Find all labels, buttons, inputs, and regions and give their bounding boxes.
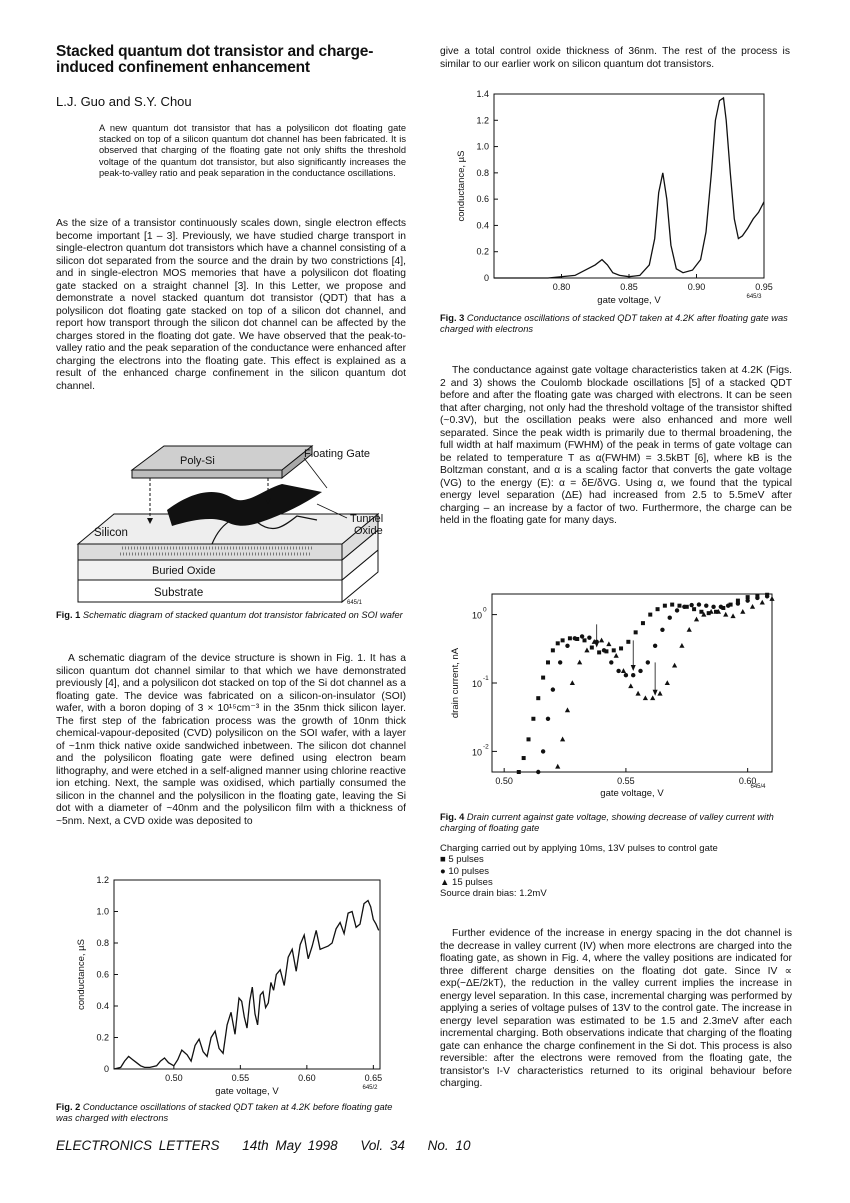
right-top-container: [440, 46, 790, 71]
fig4-point-circle: [551, 687, 555, 691]
intro-paragraph-container: [56, 218, 406, 393]
fig1-caption-text: Schematic diagram of stacked quantum dot transistor fabricated on SOI wafer: [82, 610, 403, 620]
fig2-ylabel: conductance, µS: [76, 939, 87, 1010]
fig1-caption: [56, 610, 406, 621]
fig4-point-circle: [653, 644, 657, 648]
fig4-point-square: [677, 604, 681, 608]
fig4-frame: [492, 594, 772, 772]
paper-title: Stacked quantum dot transistor and charge-induced confinement enhancement: [56, 43, 374, 76]
fig4-point-square: [583, 638, 587, 642]
fig4-point-circle: [765, 594, 769, 598]
fig4-point-circle: [546, 717, 550, 721]
fig2-xlabel: gate voltage, V: [215, 1086, 279, 1097]
fig4-point-triangle: [577, 660, 582, 665]
fig3-ytick-label: 0: [483, 273, 489, 283]
evidence-paragraph: Further evidence of the increase in energy spacing in the dot channel is the decrease in valley current (IV) when more electrons are charged into the floating gate, as shown in Fig. 4, where the valley positions are indicated for three different charge densities on the floating dot gate. Since IV ∝ exp(−ΔE/2kT), the reduction in the valley current implies the increase in energy level separation. In this case, incremental charging was performed by applying a series of voltage pulses of 13V to the control gate. The increase in energy level separation was estimated to be 1.5 and 2.3meV after each incremental charging. Both observations indicate that charging of the floating gate can enhance the charge confinement in the Si dot. This process is also reversible: after the electrons were removed from the floating gate, the transistor's I-V characteristics returned to its original behaviour before charging.: [440, 928, 792, 1089]
fig2-ytick-label: 1.0: [96, 906, 109, 917]
fig4-point-triangle: [606, 641, 611, 646]
fig4-point-square: [699, 610, 703, 614]
fig2-frame: [114, 880, 380, 1069]
buried-oxide-label: Buried Oxide: [152, 565, 216, 577]
fig4-point-triangle: [555, 764, 560, 769]
fig4-caption-text: Drain current against gate voltage, showing decrease of valley current with charging of floating gate: [440, 812, 774, 833]
fig4-point-triangle: [769, 596, 774, 601]
fig4-ytick-exponent: 0: [483, 606, 487, 614]
fig4-note-10-pulses: ● 10 pulses: [440, 865, 490, 877]
fig4-point-square: [634, 630, 638, 634]
fig4-chart: [440, 588, 785, 810]
fig4-point-triangle: [665, 680, 670, 685]
fig4-ylabel: drain current, nA: [450, 647, 461, 719]
results-paragraph-container: [440, 365, 792, 528]
journal-name: ELECTRONICS LETTERS: [56, 1138, 220, 1153]
fig4-point-circle: [711, 605, 715, 609]
fig4-point-square: [536, 696, 540, 700]
fig4-point-circle: [558, 660, 562, 664]
fig3-code: 645/3: [746, 294, 762, 300]
fig4-point-triangle: [730, 613, 735, 618]
fig4-point-square: [590, 646, 594, 650]
fig4-point-circle: [704, 603, 708, 607]
device-paragraph-container: [56, 653, 406, 828]
fig4-point-circle: [682, 605, 686, 609]
issue-date: 14th May 1998: [242, 1138, 338, 1153]
fig2-ytick-label: 0.2: [96, 1032, 109, 1043]
fig4-point-square: [612, 648, 616, 652]
fig1-code: 645/1: [347, 600, 363, 606]
fig4-point-circle: [697, 602, 701, 606]
fig4-point-triangle: [599, 638, 604, 643]
fig4-point-triangle: [650, 695, 655, 700]
fig4-point-triangle: [723, 612, 728, 617]
fig2-series-line: [114, 901, 379, 1070]
device-paragraph: A schematic diagram of the device structure is shown in Fig. 1. It has a silicon quantum dot channel similar to that which we have demonstrated previously [4], and a polysilicon dot stacked on top of the Si dot channel as a floating gate. The device was fabricated on a silicon-on-insulator (SOI) wafer, with a boron doping of 3 × 10¹⁵cm⁻³ in the 35nm thick silicon layer. The first step of the fabrication process was the growth of 10nm thick chemical-vapour-deposited (CVD) polysilicon on the SOI wafer, with a layer of ~1nm thick native oxide sandwiched inbetween. The silicon dot channel and the polysilicon floating gate were defined using electron beam lithography, and were etched in a self-aligned manner using chlorine reactive ion etching. Next, the sample was oxidised, which partially consumed the silicon in the channel and the polysilicon in the floating gate, leaving the Si dot with a diameter of ~40nm and the polysilicon film with a thickness of ~5nm. Next, a CVD oxide was deposited to: [56, 653, 406, 827]
tunnel-label: Tunnel: [350, 513, 384, 525]
fig3-ytick-label: 1.2: [476, 115, 489, 126]
fig4-point-square: [656, 607, 660, 611]
poly-si-plate: [132, 446, 312, 478]
fig4-point-triangle: [621, 668, 626, 673]
fig4-point-square: [648, 613, 652, 617]
fig4-point-circle: [736, 601, 740, 605]
fig4-note-15-pulses: ▲ 15 pulses: [440, 876, 493, 888]
fig4-point-square: [692, 607, 696, 611]
fig2-xtick-label: 0.55: [231, 1073, 250, 1083]
fig4-point-square: [619, 646, 623, 650]
fig4-valley-arrowhead: [594, 642, 599, 648]
fig4-point-circle: [745, 598, 749, 602]
results-paragraph: The conductance against gate voltage characteristics taken at 4.2K (Figs. 2 and 3) shows the Coulomb blockade oscillations [5] of a stacked QDT before and after the floating gate was charged with electrons. It can be seen that after charging, not only had the threshold voltage of the transistor shifted (~0.3V), but the oscillation peaks were also enhanced and more well separated. Since the peak width is primarily due to thermal broadening, the full width at half maximum (FWHM) of the peak in terms of gate voltage can be related to temperature T as α(FWHM) = 3.5kBT [6], where kB is the Boltzman constant, and α is a scaling factor that converts the gate voltage (VG) to the energy (E): α = δE/δVG. Using α, we found that the typical energy level separation (ΔE) had increased from 2.5 to 5.5meV after charging – an increase by a factor of two. Furthermore, the charge can be held in the floating gate for many days.: [440, 365, 792, 526]
fig2-chart: [60, 872, 400, 1102]
fig4-point-circle: [580, 634, 584, 638]
issue-number: No. 10: [427, 1138, 471, 1153]
fig4-point-circle: [726, 603, 730, 607]
fig3-xtick-label: 0.90: [687, 282, 706, 292]
fig2-xtick-label: 0.60: [298, 1073, 316, 1083]
fig4-note-bias: Source drain bias: 1.2mV: [440, 888, 547, 900]
fig4-point-circle: [602, 648, 606, 652]
fig4-point-square: [541, 676, 545, 680]
fig4-xlabel: gate voltage, V: [600, 788, 664, 799]
fig4-point-square: [641, 621, 645, 625]
fig2-xtick-label: 0.50: [165, 1073, 183, 1083]
evidence-paragraph-container: [440, 928, 792, 1091]
fig3-ytick-label: 0.2: [476, 246, 489, 257]
volume: Vol. 34: [360, 1138, 405, 1153]
fig4-point-square: [517, 770, 521, 774]
fig3-caption-text: Conductance oscillations of stacked QDT taken at 4.2K after floating gate was charged with electrons: [440, 313, 788, 334]
fig4-ytick-exponent: -2: [483, 743, 489, 751]
fig3-caption: [440, 313, 792, 334]
fig4-point-circle: [536, 770, 540, 774]
fig4-xtick-label: 0.55: [617, 776, 635, 786]
fig4-point-square: [597, 650, 601, 654]
fig2-caption-text: Conductance oscillations of stacked QDT taken at 4.2K before floating gate was charged with electrons: [56, 1102, 393, 1123]
fig4-point-triangle: [614, 653, 619, 658]
abstract: A new quantum dot transistor that has a polysilicon dot floating gate stacked on top of a silicon quantum dot channel has been fabricated. It is observed that charging of the floating gate not only shifts the threshold voltage of the quantum dot transistor, but also significantly increases the peak-to-valley ratio and peak separation in the conductance oscillations.: [99, 123, 406, 178]
fig4-point-square: [561, 638, 565, 642]
intro-paragraph: As the size of a transistor continuously scales down, single electron effects become important [1 – 3]. Previously, we have studied charge transport in single-electron quantum dot transistors which have a channel consisting of a silicon dot separated from the source and the drain by two constrictions [4], and in single-electron MOS memories that have a polysilicon dot floating gate stacked on a straight channel [3]. In this Letter, we propose and demonstrate a novel stacked quantum dot transistor (QDT) that has a polysilicon dot floating gate stacked on top of a silicon dot channel, and report how transport through the silicon dot channel can be affected by the charges stored in the floating dot gate. We have observed that the peak-to-valley ratio and the peak separation of the conductance were enhanced after charging the electrons into the floating gate. This effect is explained as a result of the enhanced charge confinement in the silicon quantum dot channel.: [56, 218, 406, 392]
fig2-caption: [56, 1102, 406, 1123]
fig1-caption-number: Fig. 1: [56, 610, 81, 620]
fig4-point-triangle: [657, 691, 662, 696]
fig4-point-square: [670, 603, 674, 607]
fig4-caption: [440, 812, 792, 833]
fig4-code: 645/4: [750, 784, 766, 790]
fig3-ytick-label: 1.0: [476, 141, 489, 152]
fig3-xtick-label: 0.85: [620, 282, 638, 292]
fig1-schematic: [72, 440, 392, 608]
fig4-point-square: [568, 636, 572, 640]
fig4-point-triangle: [760, 600, 765, 605]
fig4-valley-arrowhead: [653, 690, 658, 696]
fig4-point-triangle: [679, 643, 684, 648]
fig4-point-triangle: [560, 737, 565, 742]
fig4-point-circle: [565, 644, 569, 648]
fig4-point-triangle: [635, 691, 640, 696]
fig4-point-square: [663, 604, 667, 608]
fig4-point-triangle: [672, 663, 677, 668]
fig4-point-circle: [755, 596, 759, 600]
fig3-frame: [494, 94, 764, 278]
fig4-point-circle: [675, 608, 679, 612]
fig3-ytick-label: 0.4: [476, 220, 489, 231]
fig2-ytick-label: 0.8: [96, 938, 109, 948]
fig3-ytick-label: 0.8: [476, 167, 489, 178]
fig4-point-triangle: [740, 609, 745, 614]
floating-gate-label: Floating Gate: [304, 448, 371, 460]
oxide-label: Oxide: [354, 525, 383, 537]
fig4-point-square: [556, 641, 560, 645]
fig4-point-square: [626, 640, 630, 644]
fig4-xtick-label: 0.50: [495, 776, 513, 786]
fig4-point-circle: [638, 669, 642, 673]
fig3-series-line: [494, 98, 764, 278]
fig4-point-square: [522, 756, 526, 760]
fig4-ytick-label: 10: [471, 610, 482, 621]
fig3-ylabel: conductance, µS: [456, 150, 467, 222]
fig4-note-charging: Charging carried out by applying 10ms, 13V pulses to control gate: [440, 843, 718, 854]
poly-si-label: Poly-Si: [180, 455, 215, 467]
journal-footer: [56, 1138, 486, 1153]
fig2-code: 645/2: [362, 1085, 378, 1091]
fig4-notes: [440, 843, 792, 899]
fig4-ytick-label: 10: [471, 747, 482, 758]
fig4-valley-arrowhead: [631, 665, 636, 671]
fig3-xtick-label: 0.80: [552, 282, 571, 292]
fig3-ytick-label: 0.6: [476, 194, 489, 205]
fig4-point-circle: [646, 660, 650, 664]
fig4-point-circle: [541, 749, 545, 753]
fig4-point-circle: [616, 669, 620, 673]
fig4-point-triangle: [570, 680, 575, 685]
fig4-point-circle: [631, 673, 635, 677]
fig4-point-triangle: [628, 683, 633, 688]
fig4-point-circle: [587, 635, 591, 639]
fig4-point-circle: [573, 636, 577, 640]
fig2-ytick-label: 1.2: [96, 875, 109, 885]
fig4-point-circle: [660, 628, 664, 632]
fig4-point-square: [551, 648, 555, 652]
fig4-point-triangle: [750, 604, 755, 609]
fig4-point-square: [546, 660, 550, 664]
fig4-point-circle: [609, 660, 613, 664]
fig4-note-5-pulses: ■ 5 pulses: [440, 854, 484, 866]
fig4-point-triangle: [565, 707, 570, 712]
fig4-point-triangle: [687, 627, 692, 632]
fig4-caption-number: Fig. 4: [440, 812, 465, 822]
fig3-chart: [440, 86, 780, 312]
authors: L.J. Guo and S.Y. Chou: [56, 94, 192, 109]
fig4-point-triangle: [694, 617, 699, 622]
fig4-point-square: [531, 717, 535, 721]
fig4-point-circle: [719, 605, 723, 609]
fig4-point-triangle: [584, 648, 589, 653]
fig3-ytick-label: 1.4: [476, 89, 489, 99]
fig4-point-triangle: [643, 695, 648, 700]
right-top-paragraph: give a total control oxide thickness of 36nm. The rest of the process is similar to our earlier work on silicon quantum dot transistors.: [440, 46, 790, 70]
silicon-label: Silicon: [94, 527, 128, 539]
fig2-ytick-label: 0.4: [96, 1001, 109, 1011]
fig2-ytick-label: 0.6: [96, 969, 109, 980]
fig3-xlabel: gate voltage, V: [597, 295, 661, 306]
fig4-point-circle: [689, 603, 693, 607]
fig2-xtick-label: 0.65: [364, 1073, 383, 1083]
fig4-point-circle: [668, 616, 672, 620]
fig4-xtick-label: 0.60: [738, 776, 757, 786]
fig4-ytick-exponent: -1: [483, 675, 489, 682]
fig2-caption-number: Fig. 2: [56, 1102, 81, 1112]
fig4-ytick-label: 10: [471, 679, 482, 689]
fig3-caption-number: Fig. 3: [440, 313, 465, 323]
substrate-label: Substrate: [154, 587, 204, 599]
fig2-ytick-label: 0: [103, 1064, 109, 1074]
fig4-point-circle: [624, 673, 628, 677]
fig4-point-square: [527, 737, 531, 741]
fig3-xtick-label: 0.95: [755, 282, 773, 292]
